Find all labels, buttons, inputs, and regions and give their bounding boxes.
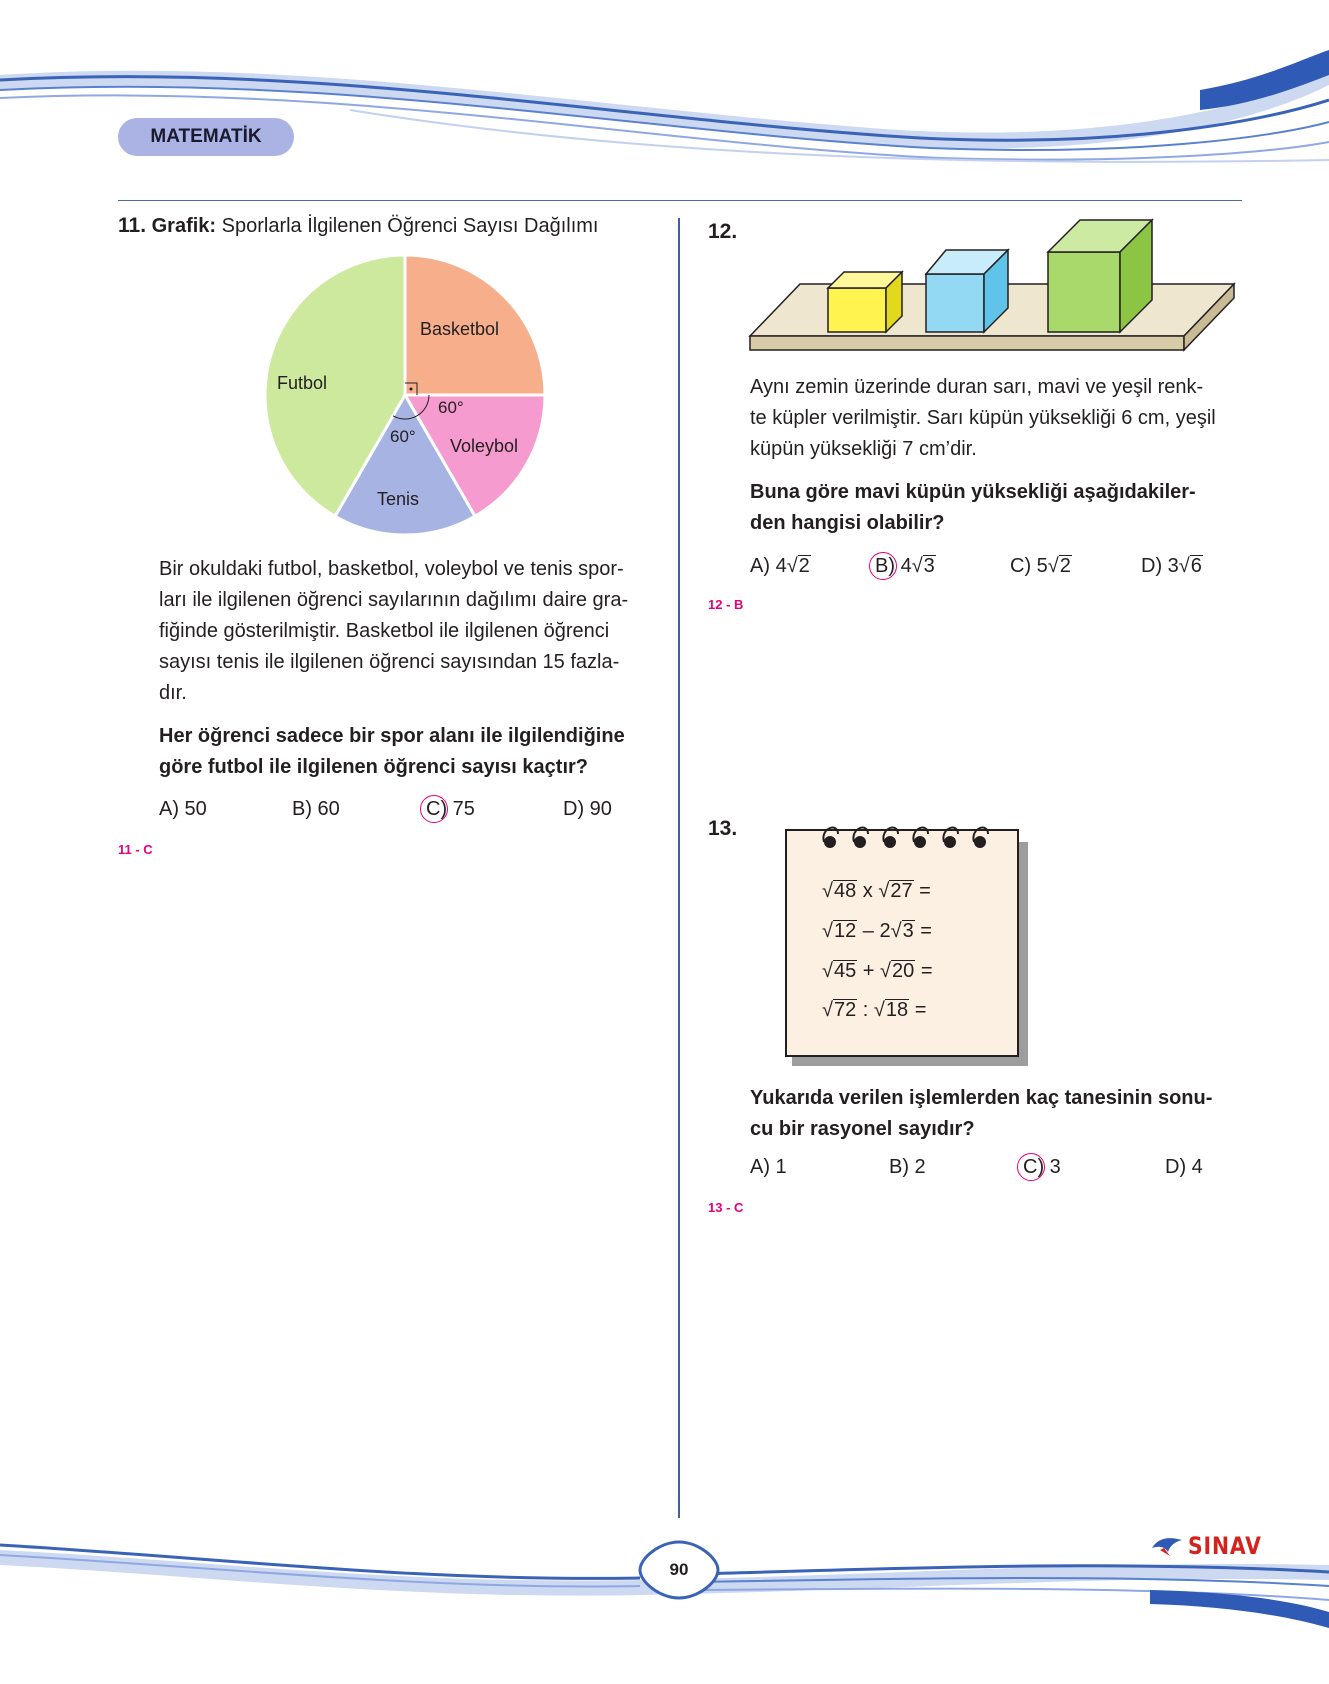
sqrt-sign: √ — [873, 999, 885, 1021]
radicand: 18 — [885, 999, 909, 1021]
option-letter: B) — [875, 555, 895, 577]
radicand: 72 — [833, 999, 857, 1021]
column-divider — [678, 218, 680, 1518]
q13-option-d[interactable]: D) 4 — [1165, 1156, 1203, 1178]
option-coefficient: 3 — [1167, 555, 1179, 577]
page-number: 90 — [669, 1560, 689, 1579]
q13-question-line: Yukarıda verilen işlemlerden kaç tanesinin sonu- — [750, 1087, 1213, 1109]
q12-number: 12. — [708, 220, 738, 243]
option-radicand: 2 — [798, 555, 810, 577]
sqrt-sign: √ — [890, 920, 902, 942]
op-line-1 — [822, 880, 931, 903]
radicand: 20 — [892, 960, 915, 982]
q12-question — [750, 477, 1250, 539]
q12-option-d[interactable] — [1141, 555, 1203, 578]
q13-option-c[interactable]: C) 3 — [1023, 1156, 1061, 1178]
q12-paragraph-line: Aynı zemin üzerinde duran sarı, mavi ve yeşil renk- — [750, 376, 1204, 398]
q12-answer-circle — [869, 552, 897, 580]
q13-option-a[interactable]: A) 1 — [750, 1156, 787, 1178]
q12-question-line: Buna göre mavi küpün yüksekliği aşağıdakiler- — [750, 481, 1196, 503]
q13-answer-key: 13 - C — [708, 1200, 744, 1215]
q12-answer-key: 12 - B — [708, 597, 744, 612]
q13-question-line: cu bir rasyonel sayıdır? — [750, 1118, 975, 1140]
publisher-logo — [1150, 1532, 1275, 1560]
option-coefficient: 4 — [900, 555, 912, 577]
right-angle-dot — [410, 388, 413, 391]
q13-question — [750, 1083, 1250, 1145]
sqrt-sign: √ — [911, 555, 923, 577]
q11-question — [159, 721, 664, 783]
pie-label-voleybol: Voleybol — [450, 436, 519, 456]
radicand: 3 — [902, 920, 914, 942]
q11-header — [118, 214, 598, 238]
sqrt-sign: √ — [880, 960, 892, 982]
equals-sign: = — [920, 920, 932, 942]
yellow-cube — [828, 272, 902, 332]
q11-option-b[interactable]: B) 60 — [292, 798, 340, 820]
sqrt-sign: √ — [822, 960, 833, 982]
pie-label-basketbol: Basketbol — [420, 319, 500, 339]
coefficient: 2 — [879, 920, 891, 942]
q11-prompt: Sporlarla İlgilenen Öğrenci Sayısı Dağılımı — [221, 215, 599, 237]
q11-prompt-bold: Grafik: — [151, 215, 217, 237]
option-coefficient: 4 — [775, 555, 787, 577]
op-line-3 — [822, 960, 933, 983]
equals-sign: = — [914, 999, 927, 1021]
q12-option-a[interactable] — [750, 555, 811, 578]
q11-option-a[interactable]: A) 50 — [159, 798, 207, 820]
q11-question-line: göre futbol ile ilgilenen öğrenci sayısı kaçtır? — [159, 756, 588, 778]
top-rule — [118, 200, 1242, 201]
option-letter: A) — [750, 555, 770, 577]
radicand: 27 — [890, 880, 913, 902]
sqrt-sign: √ — [1178, 555, 1190, 577]
q11-number: 11. — [118, 214, 147, 237]
q11-option-d[interactable]: D) 90 — [563, 798, 612, 820]
sqrt-sign: √ — [1047, 555, 1059, 577]
q11-answer-key: 11 - C — [118, 842, 153, 857]
operator: : — [862, 999, 869, 1021]
sqrt-sign: √ — [822, 999, 833, 1021]
blue-cube — [926, 250, 1008, 332]
option-radicand: 2 — [1059, 555, 1071, 577]
op-line-2 — [822, 920, 932, 943]
q12-cubes-figure — [740, 212, 1240, 362]
green-cube — [1048, 220, 1152, 332]
bird-icon — [1150, 1534, 1184, 1558]
q11-paragraph-line: Bir okuldaki futbol, basketbol, voleybol ve tenis spor- — [159, 558, 624, 580]
q12-paragraph-line: küpün yüksekliği 7 cm’dir. — [750, 438, 977, 460]
op-line-4 — [822, 999, 926, 1022]
q11-paragraph-line: dır. — [159, 682, 187, 704]
q11-paragraph-line: ları ile ilgilenen öğrenci sayılarının dağılımı daire gra- — [159, 589, 629, 611]
option-radicand: 6 — [1190, 555, 1202, 577]
equals-sign: = — [919, 880, 931, 902]
q12-option-c[interactable] — [1010, 555, 1072, 578]
option-coefficient: 5 — [1036, 555, 1048, 577]
q11-paragraph — [159, 554, 664, 709]
option-letter: C) — [1010, 555, 1032, 577]
equals-sign: = — [920, 960, 933, 982]
logo-text: SINAV — [1188, 1532, 1262, 1560]
pie-angle-label-tenis: 60° — [390, 427, 416, 446]
q11-option-c[interactable]: C) 75 — [426, 798, 475, 820]
q11-question-line: Her öğrenci sadece bir spor alanı ile ilgilendiğine — [159, 725, 625, 747]
pie-label-tenis: Tenis — [377, 489, 420, 509]
option-radicand: 3 — [923, 555, 935, 577]
q12-paragraph — [750, 372, 1250, 465]
q13-number: 13. — [708, 817, 738, 840]
q11-paragraph-line: sayısı tenis ile ilgilenen öğrenci sayısından 15 fazla- — [159, 651, 620, 673]
sqrt-sign: √ — [878, 880, 890, 902]
q12-question-line: den hangisi olabilir? — [750, 512, 945, 534]
subject-badge: MATEMATİK — [118, 118, 294, 156]
radicand: 12 — [833, 920, 857, 942]
sqrt-sign: √ — [822, 920, 833, 942]
option-letter: D) — [1141, 555, 1163, 577]
pie-label-futbol: Futbol — [277, 373, 328, 393]
q13-option-b[interactable]: B) 2 — [889, 1156, 926, 1178]
radicand: 48 — [833, 880, 857, 902]
operator: – — [862, 920, 874, 942]
operator: + — [862, 960, 875, 982]
radicand: 45 — [833, 960, 857, 982]
q13-answer-circle — [1017, 1153, 1045, 1181]
sqrt-sign: √ — [786, 555, 798, 577]
pie-angle-label-voleybol: 60° — [438, 398, 464, 417]
top-wave-decoration — [0, 50, 1329, 180]
q11-answer-circle — [420, 795, 448, 823]
q11-paragraph-line: fiğinde gösterilmiştir. Basketbol ile ilgilenen öğrenci — [159, 620, 610, 642]
operator: x — [862, 880, 873, 902]
pie-chart — [260, 250, 550, 540]
sqrt-sign: √ — [822, 880, 833, 902]
q12-paragraph-line: te küpler verilmiştir. Sarı küpün yüksekliği 6 cm, yeşil — [750, 407, 1216, 429]
